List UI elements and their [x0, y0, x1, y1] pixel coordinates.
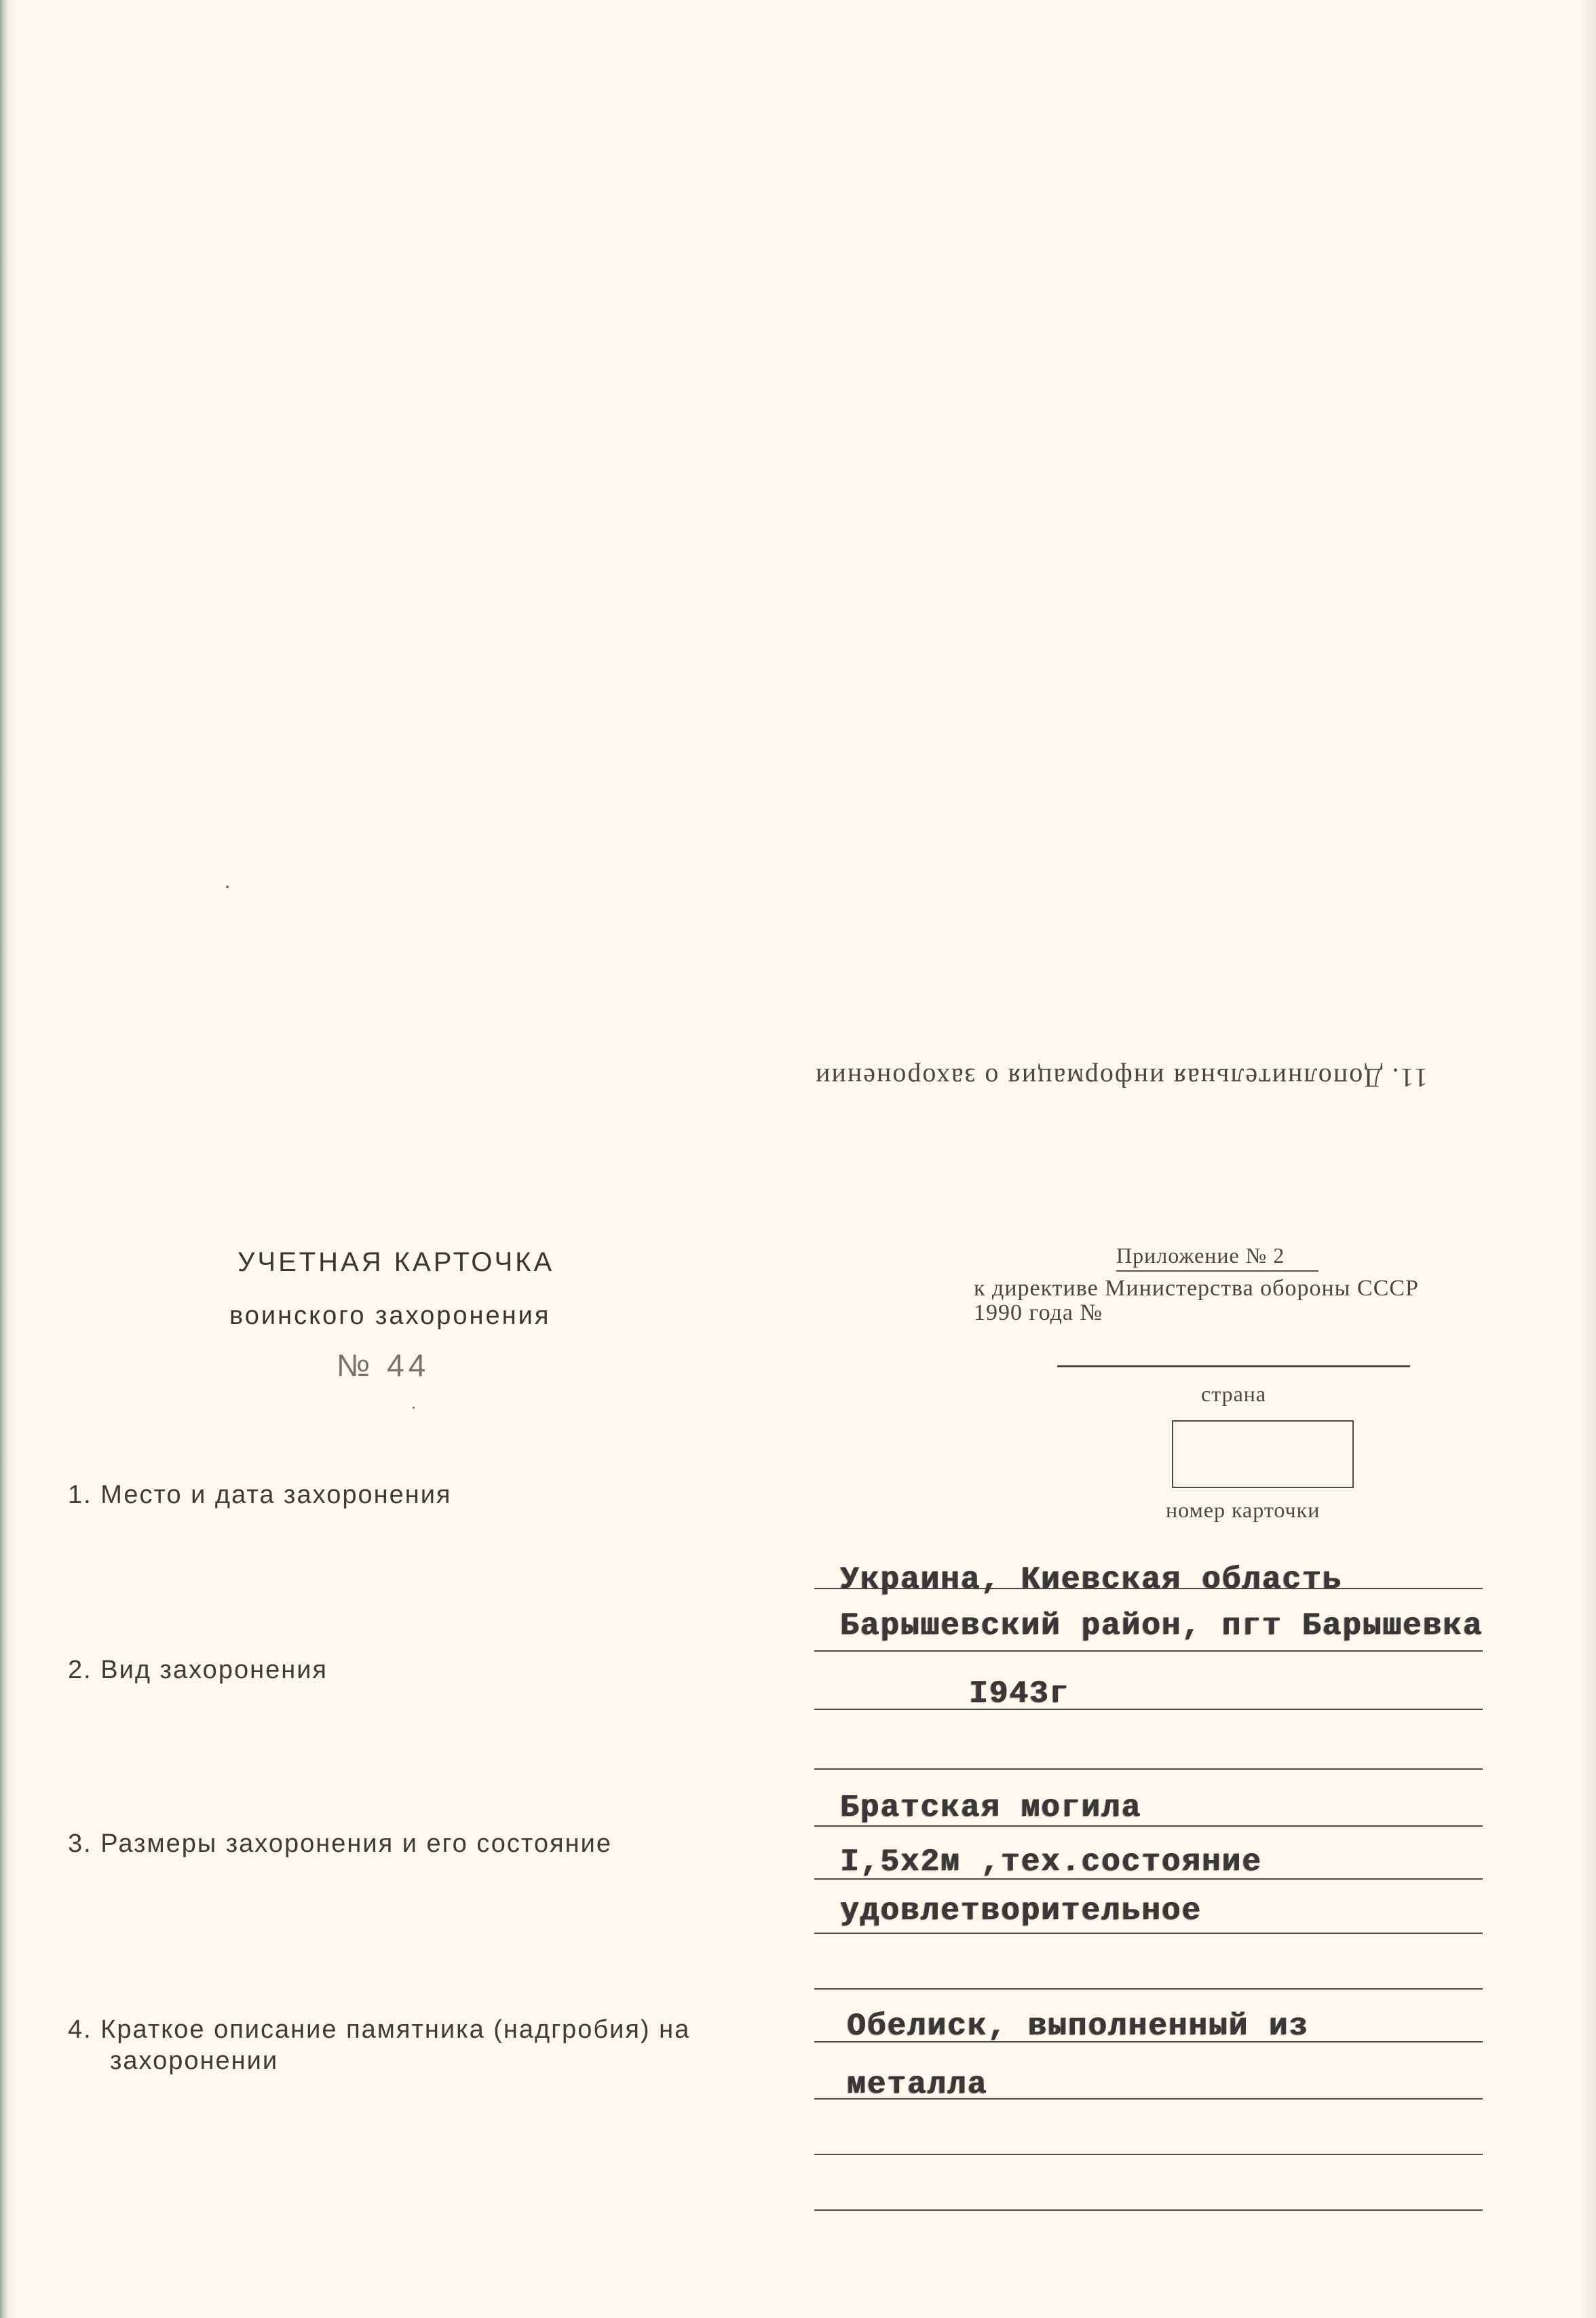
scan-speck [226, 886, 229, 888]
card-number-label: номер карточки [1166, 1498, 1320, 1522]
card-number: № 44 [337, 1348, 430, 1383]
question-1-label: 1. Место и дата захоронения [68, 1481, 452, 1509]
answer-place-line-2: Барышевский район, пгт Барышевка [840, 1608, 1483, 1644]
answer-line [814, 2209, 1483, 2211]
appendix-label: Приложение № 2 [1116, 1243, 1285, 1268]
answer-line [814, 1825, 1483, 1827]
question-2-label: 2. Вид захоронения [68, 1656, 328, 1684]
answer-place-line-1: Украина, Киевская область [840, 1562, 1343, 1597]
answer-line [814, 1709, 1483, 1710]
appendix-underline [1116, 1270, 1318, 1272]
answer-size-line-2: удовлетворительное [840, 1893, 1202, 1928]
section-11-heading-inverted: 11. Дополнительная информация о захоронении [814, 1063, 1428, 1093]
answer-monument-line-2: металла [847, 2067, 988, 2102]
country-label: страна [1201, 1382, 1267, 1406]
answer-line [814, 1988, 1483, 1990]
question-3-label: 3. Размеры захоронения и его состояние [68, 1829, 612, 1858]
question-4-label-line-1: 4. Краткое описание памятника (надгробия) на [68, 2015, 691, 2044]
card-number-box[interactable] [1172, 1420, 1354, 1488]
directive-line-1: к директиве Министерства обороны СССР [974, 1276, 1419, 1301]
answer-burial-type: Братская могила [840, 1790, 1142, 1825]
country-field-line[interactable] [1057, 1365, 1410, 1367]
answer-line [814, 2154, 1483, 2155]
scan-speck [413, 1407, 415, 1409]
card-subtitle: воинского захоронения [229, 1302, 551, 1330]
directive-line-2: 1990 года № [974, 1300, 1103, 1325]
answer-date: I943г [969, 1676, 1070, 1711]
answer-line [814, 1768, 1483, 1770]
card-title: УЧЕТНАЯ КАРТОЧКА [238, 1247, 555, 1277]
answer-monument-line-1: Обелиск, выполненный из [847, 2009, 1309, 2044]
answer-line [814, 1933, 1483, 1934]
answer-size-line-1: I,5х2м ,тех.состояние [840, 1844, 1262, 1880]
answer-line [814, 1650, 1483, 1652]
question-4-label-line-2: захоронении [110, 2047, 279, 2075]
